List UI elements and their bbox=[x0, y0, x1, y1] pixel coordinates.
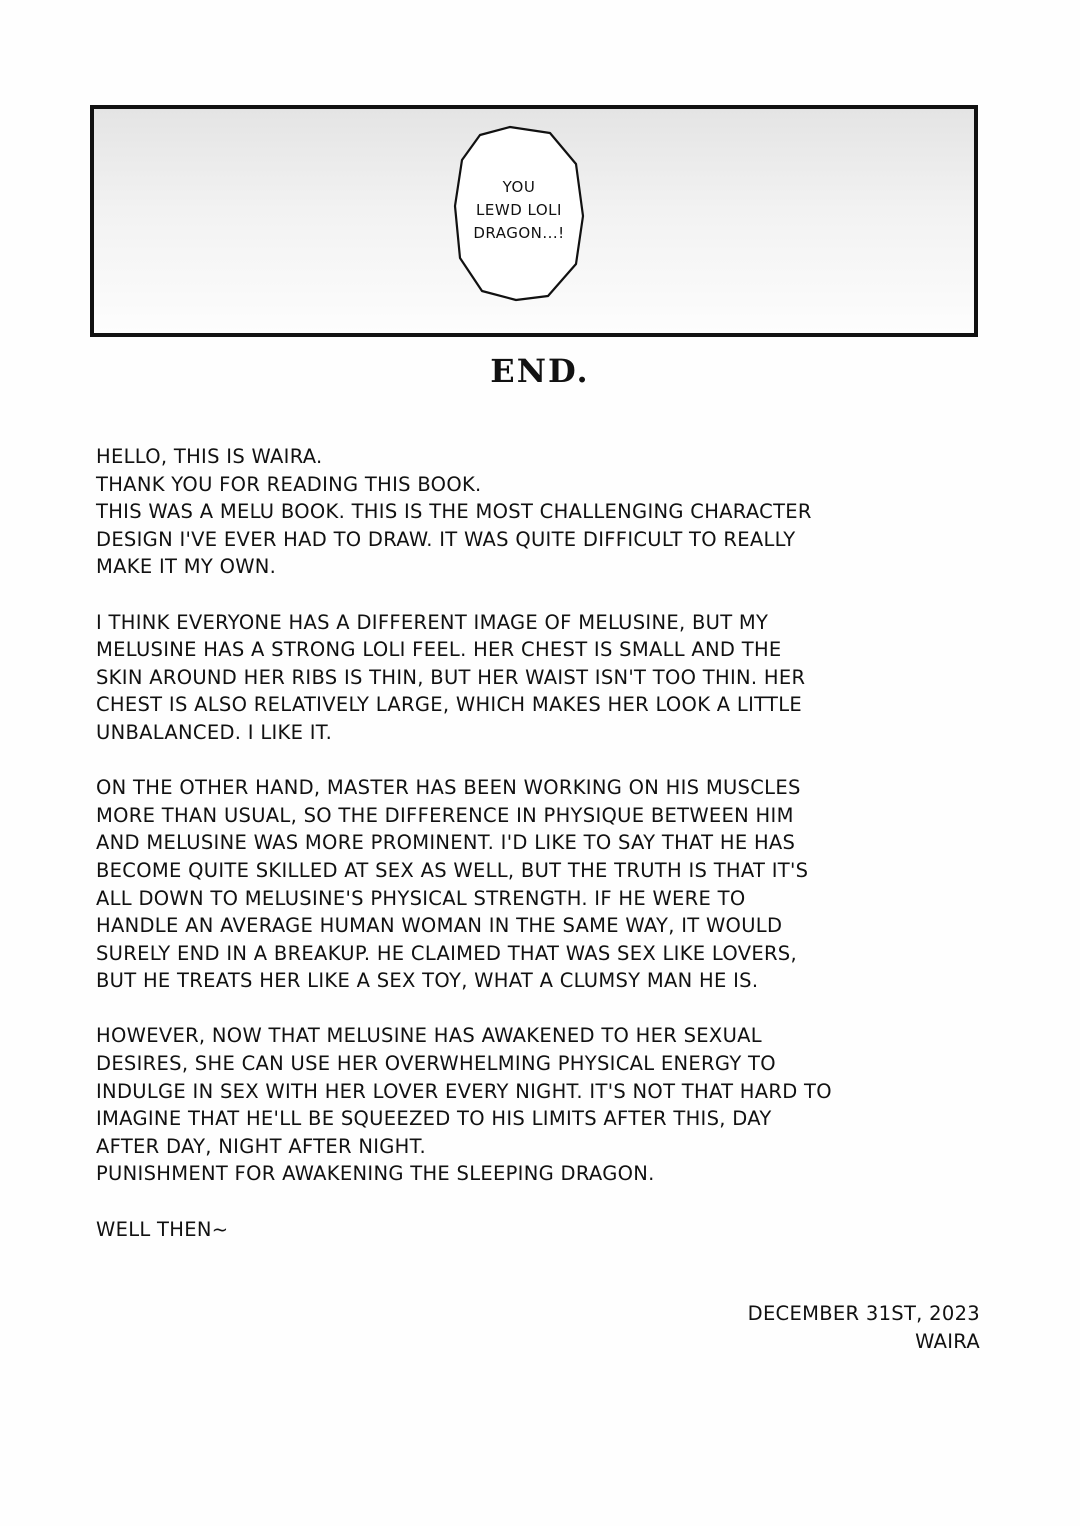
afterword-line: THIS WAS A MELU BOOK. THIS IS THE MOST CHALLENGING CHARACTER bbox=[96, 500, 812, 524]
afterword-line: I THINK EVERYONE HAS A DIFFERENT IMAGE OF MELUSINE, BUT MY bbox=[96, 610, 769, 634]
afterword-line: MELUSINE HAS A STRONG LOLI FEEL. HER CHEST IS SMALL AND THE bbox=[96, 638, 782, 662]
afterword-line: BUT HE TREATS HER LIKE A SEX TOY, WHAT A CLUMSY MAN HE IS. bbox=[96, 969, 759, 993]
afterword-line: PUNISHMENT FOR AWAKENING THE SLEEPING DRAGON. bbox=[96, 1162, 655, 1186]
afterword-line: BECOME QUITE SKILLED AT SEX AS WELL, BUT THE TRUTH IS THAT IT'S bbox=[96, 858, 809, 882]
afterword-paragraph bbox=[96, 443, 976, 581]
afterword-line: UNBALANCED. I LIKE IT. bbox=[96, 720, 333, 744]
signature-name: WAIRA bbox=[915, 1330, 980, 1353]
signature-date: DECEMBER 31ST, 2023 bbox=[747, 1302, 980, 1325]
afterword-line: AND MELUSINE WAS MORE PROMINENT. I'D LIKE TO SAY THAT HE HAS bbox=[96, 831, 796, 855]
speech-bubble bbox=[452, 124, 586, 302]
afterword-paragraph bbox=[96, 609, 976, 747]
afterword-line: AFTER DAY, NIGHT AFTER NIGHT. bbox=[96, 1134, 427, 1158]
afterword-line: IMAGINE THAT HE'LL BE SQUEEZED TO HIS LIMITS AFTER THIS, DAY bbox=[96, 1107, 772, 1131]
afterword-line: ON THE OTHER HAND, MASTER HAS BEEN WORKING ON HIS MUSCLES bbox=[96, 776, 801, 800]
afterword-paragraph bbox=[96, 1022, 976, 1188]
afterword-line: HANDLE AN AVERAGE HUMAN WOMAN IN THE SAME WAY, IT WOULD bbox=[96, 914, 783, 938]
afterword-line: CHEST IS ALSO RELATIVELY LARGE, WHICH MAKES HER LOOK A LITTLE bbox=[96, 693, 803, 717]
afterword-text bbox=[96, 443, 976, 1271]
afterword-line: HOWEVER, NOW THAT MELUSINE HAS AWAKENED TO HER SEXUAL bbox=[96, 1024, 762, 1048]
afterword-line: WELL THEN~ bbox=[96, 1217, 229, 1241]
afterword-line: HELLO, THIS IS WAIRA. bbox=[96, 445, 323, 468]
afterword-paragraph bbox=[96, 774, 976, 995]
afterword-line: DESIGN I'VE EVER HAD TO DRAW. IT WAS QUITE DIFFICULT TO REALLY bbox=[96, 527, 796, 551]
speech-bubble-text: YOU LEWD LOLI DRAGON...! bbox=[473, 178, 565, 242]
afterword-line: THANK YOU FOR READING THIS BOOK. bbox=[96, 472, 482, 496]
afterword-line: ALL DOWN TO MELUSINE'S PHYSICAL STRENGTH. IF HE WERE TO bbox=[96, 886, 746, 910]
afterword-line: MAKE IT MY OWN. bbox=[96, 555, 277, 579]
afterword-paragraph bbox=[96, 1216, 976, 1244]
afterword-line: MORE THAN USUAL, SO THE DIFFERENCE IN PHYSIQUE BETWEEN HIM bbox=[96, 803, 794, 827]
afterword-line: SKIN AROUND HER RIBS IS THIN, BUT HER WAIST ISN'T TOO THIN. HER bbox=[96, 665, 806, 689]
afterword-line: DESIRES, SHE CAN USE HER OVERWHELMING PHYSICAL ENERGY TO bbox=[96, 1052, 776, 1076]
end-mark: END. bbox=[490, 352, 590, 390]
signature bbox=[748, 1300, 980, 1356]
afterword-line: SURELY END IN A BREAKUP. HE CLAIMED THAT WAS SEX LIKE LOVERS, bbox=[96, 941, 797, 965]
afterword-line: INDULGE IN SEX WITH HER LOVER EVERY NIGHT. IT'S NOT THAT HARD TO bbox=[96, 1079, 832, 1103]
